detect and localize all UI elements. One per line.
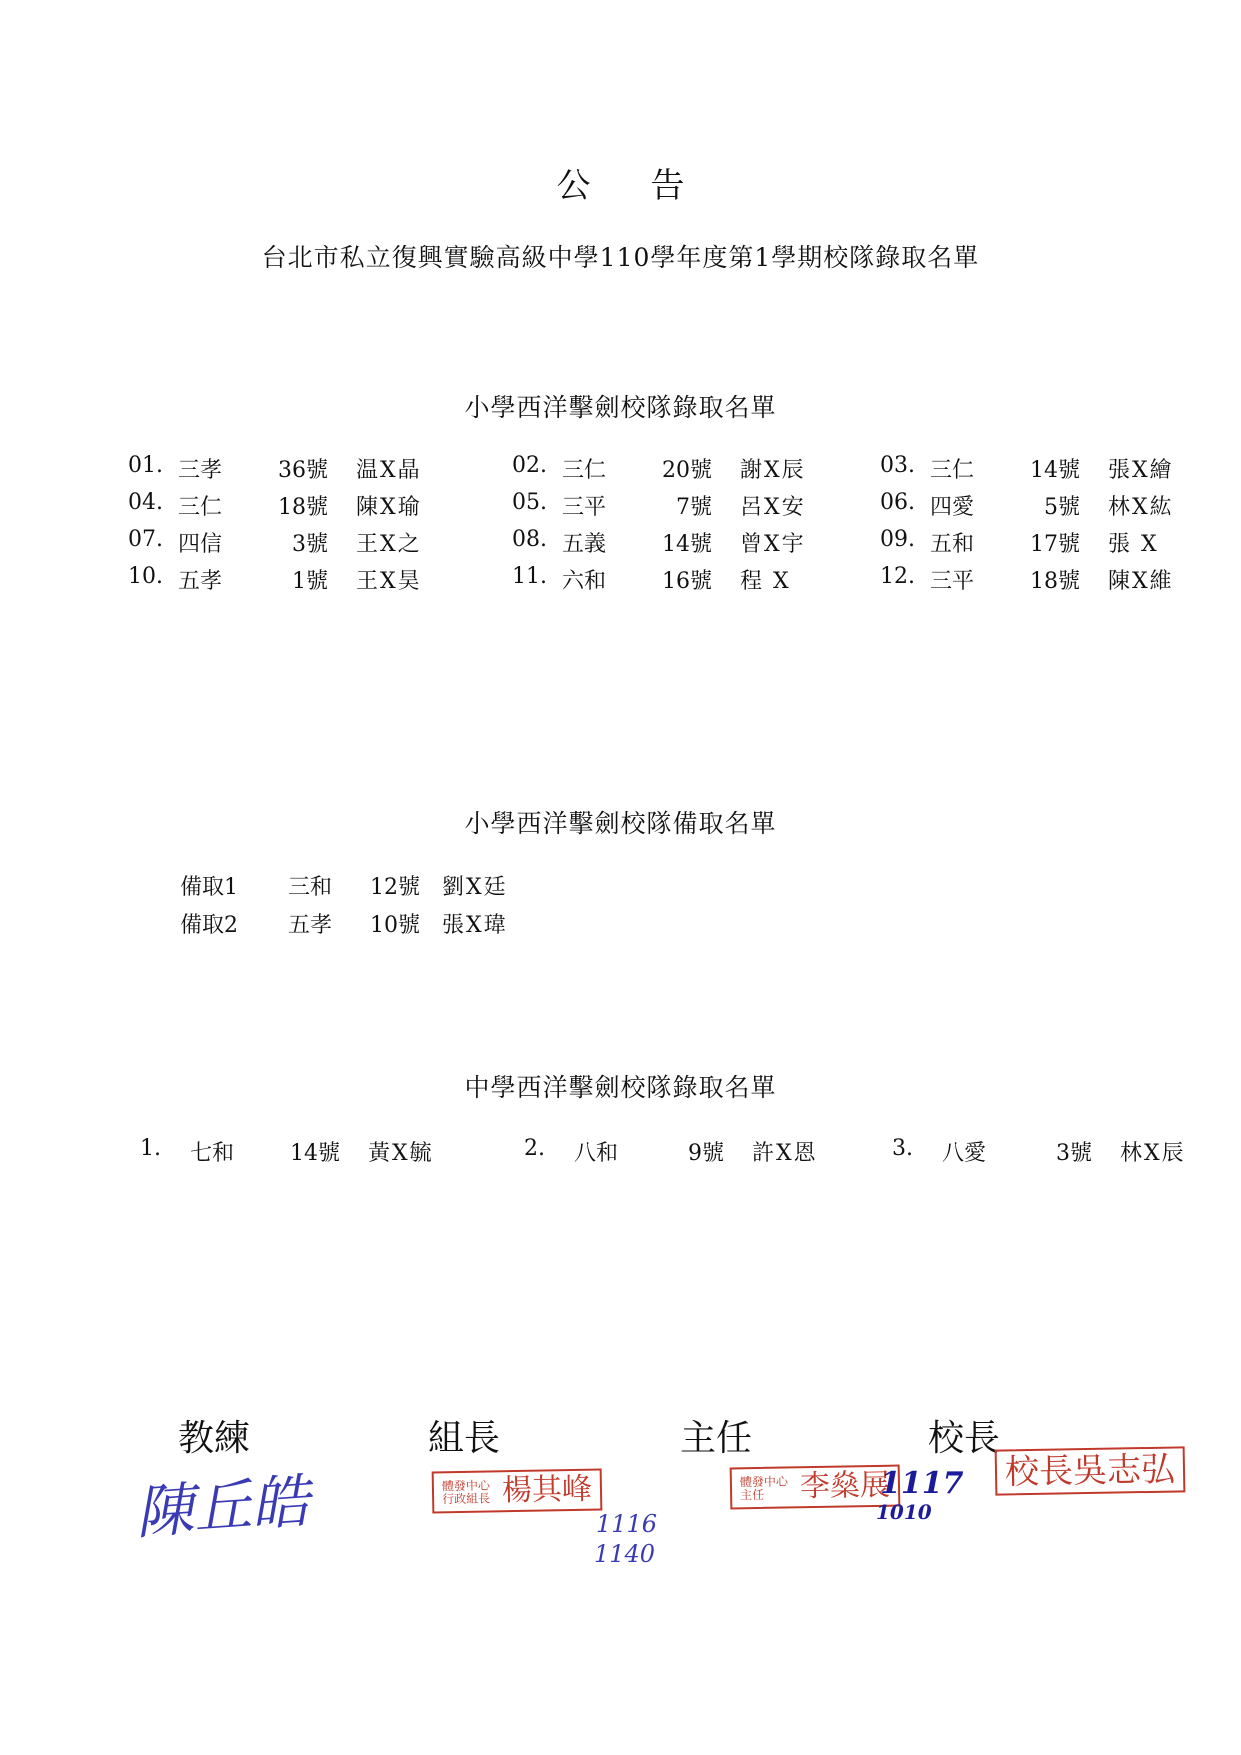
entry-seat: 17號 [1030, 532, 1080, 557]
primary-admit-heading: 小學西洋擊劍校隊錄取名單 [464, 393, 777, 422]
primary-alternate-heading: 小學西洋擊劍校隊備取名單 [464, 809, 777, 838]
entry-name: 張 X [1108, 532, 1159, 557]
entry-name: 陳X瑜 [356, 495, 422, 520]
entry-name: 程 X [740, 569, 791, 594]
entry-class: 三仁 [178, 495, 223, 520]
entry-class: 四信 [178, 532, 223, 557]
document-subtitle: 台北市私立復興實驗高級中學110學年度第1學期校隊錄取名單 [261, 243, 980, 272]
entry-seat: 18號 [1030, 569, 1080, 594]
entry-number: 03. [880, 453, 915, 478]
entry-seat: 36號 [278, 458, 328, 483]
entry-number: 備取2 [180, 913, 238, 938]
entry-class: 三平 [562, 495, 607, 520]
entry-number: 07. [128, 527, 163, 552]
entry-seat: 7號 [676, 495, 712, 520]
entry-class: 三孝 [178, 458, 223, 483]
director-stamp-title: 體發中心主任 [739, 1474, 789, 1503]
director-stamp [730, 1465, 901, 1510]
entry-class: 六和 [562, 569, 607, 594]
entry-name: 張X瑋 [442, 913, 508, 938]
entry-number: 06. [880, 490, 915, 515]
entry-number: 08. [512, 527, 547, 552]
leader-stamp-title: 體發中心行政組長 [441, 1478, 491, 1507]
entry-number: 12. [880, 564, 915, 589]
director-note-1: 1117 [880, 1466, 964, 1501]
notice-title: 公告 [556, 166, 745, 206]
coach-signature: 陳丘皓 [133, 1467, 312, 1547]
principal-stamp: 校長吳志弘 [995, 1446, 1186, 1495]
entry-seat: 1號 [292, 569, 328, 594]
entry-name: 王X昊 [356, 569, 422, 594]
entry-seat: 3號 [292, 532, 328, 557]
entry-seat: 5號 [1044, 495, 1080, 520]
entry-name: 劉X廷 [442, 875, 508, 900]
entry-seat: 10號 [370, 913, 420, 938]
entry-seat: 9號 [688, 1141, 724, 1166]
entry-class: 五和 [930, 532, 975, 557]
entry-class: 三仁 [930, 458, 975, 483]
entry-seat: 14號 [290, 1141, 340, 1166]
table-row [128, 564, 1188, 598]
entry-seat: 12號 [370, 875, 420, 900]
coach-label: 教練 [178, 1418, 251, 1459]
table-row [128, 1136, 1188, 1170]
entry-class: 五義 [562, 532, 607, 557]
director-label: 主任 [680, 1418, 753, 1459]
table-row [128, 527, 1188, 561]
entry-number: 09. [880, 527, 915, 552]
entry-seat: 20號 [662, 458, 712, 483]
entry-number: 11. [512, 564, 547, 589]
entry-class: 五孝 [178, 569, 223, 594]
entry-name: 曾X宇 [740, 532, 806, 557]
secondary-admit-heading: 中學西洋擊劍校隊錄取名單 [464, 1073, 777, 1102]
leader-stamp-name: 楊其峰 [501, 1471, 593, 1509]
entry-name: 陳X維 [1108, 569, 1174, 594]
entry-class: 八和 [574, 1141, 619, 1166]
entry-name: 張X繪 [1108, 458, 1174, 483]
entry-seat: 14號 [1030, 458, 1080, 483]
entry-number: 01. [128, 453, 163, 478]
entry-number: 備取1 [180, 875, 238, 900]
entry-name: 呂X安 [740, 495, 806, 520]
entry-class: 三平 [930, 569, 975, 594]
entry-number: 2. [524, 1136, 545, 1161]
entry-class: 三和 [288, 875, 333, 900]
entry-class: 三仁 [562, 458, 607, 483]
leader-note-1: 1116 [596, 1510, 658, 1538]
entry-seat: 3號 [1056, 1141, 1092, 1166]
entry-name: 謝X辰 [740, 458, 806, 483]
entry-name: 黃X毓 [368, 1141, 434, 1166]
entry-class: 五孝 [288, 913, 333, 938]
entry-seat: 16號 [662, 569, 712, 594]
leader-note-2: 1140 [594, 1540, 656, 1568]
entry-seat: 14號 [662, 532, 712, 557]
entry-number: 10. [128, 564, 163, 589]
entry-name: 王X之 [356, 532, 422, 557]
table-row [128, 490, 1188, 524]
entry-seat: 18號 [278, 495, 328, 520]
entry-name: 林X辰 [1120, 1141, 1186, 1166]
leader-stamp [432, 1469, 603, 1514]
director-note-2: 1010 [876, 1500, 932, 1524]
entry-name: 許X恩 [752, 1141, 818, 1166]
entry-class: 八愛 [942, 1141, 987, 1166]
entry-number: 05. [512, 490, 547, 515]
entry-number: 04. [128, 490, 163, 515]
principal-label: 校長 [928, 1418, 1001, 1459]
entry-number: 1. [140, 1136, 161, 1161]
director-stamp-name: 李燊展 [799, 1467, 891, 1505]
entry-name: 林X紘 [1108, 495, 1174, 520]
leader-label: 組長 [428, 1418, 501, 1459]
entry-number: 3. [892, 1136, 913, 1161]
entry-class: 四愛 [930, 495, 975, 520]
entry-number: 02. [512, 453, 547, 478]
entry-name: 温X晶 [356, 458, 422, 483]
entry-class: 七和 [190, 1141, 235, 1166]
table-row [128, 453, 1188, 487]
